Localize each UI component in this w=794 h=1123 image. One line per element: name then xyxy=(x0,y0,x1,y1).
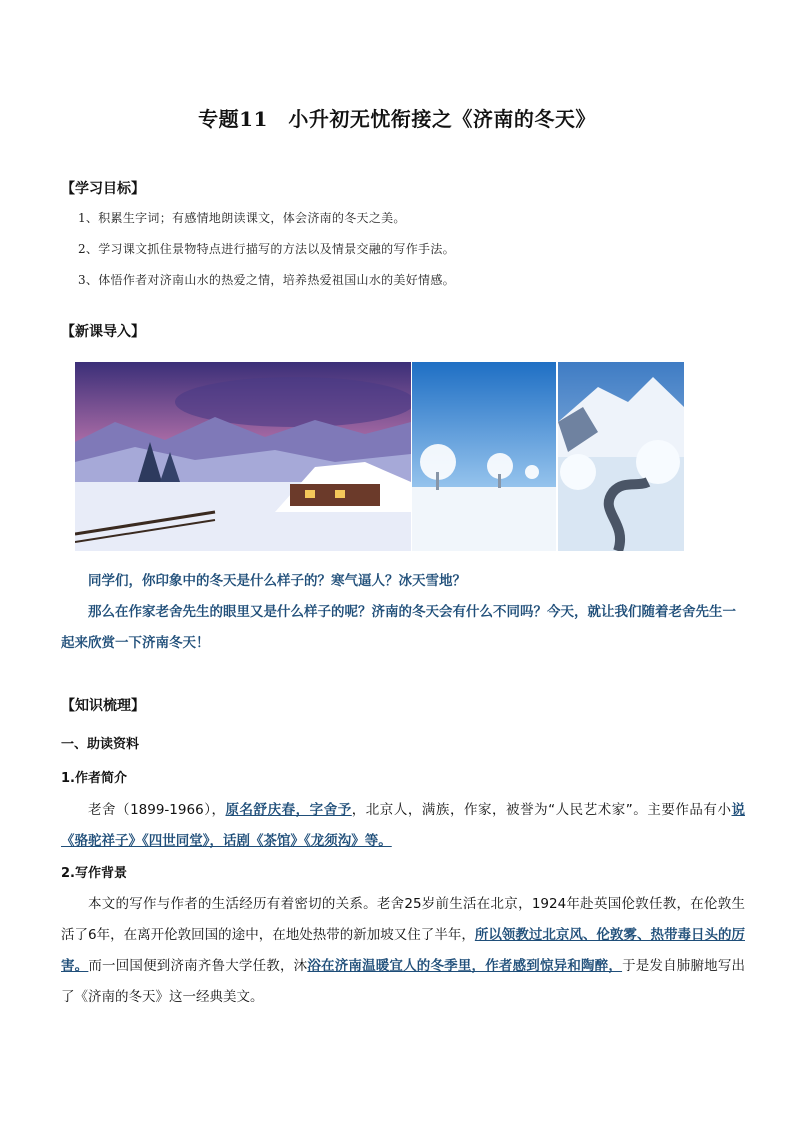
background-text-b: 而一回国便到济南齐鲁大学任教，沐 xyxy=(88,958,308,974)
author-text-a: 老舍（1899-1966）， xyxy=(88,802,226,818)
author-text-b: ，北京人，满族，作家，被誉为“人民艺术家”。主要作品有小 xyxy=(351,802,732,818)
knowledge-heading: 【知识梳理】 xyxy=(61,698,145,714)
winter-cabin-photo xyxy=(75,362,411,551)
goal-item-1: 1、积累生字词；有感情地朗读课文，体会济南的冬天之美。 xyxy=(78,211,406,225)
frosted-trees-photo xyxy=(412,362,556,551)
goals-heading: 【学习目标】 xyxy=(61,181,145,197)
intro-text xyxy=(61,566,741,659)
author-intro-heading: 1.作者简介 xyxy=(61,771,127,786)
intro-line-1: 同学们，你印象中的冬天是什么样子的？寒气逼人？冰天雪地？ xyxy=(88,573,466,589)
background-highlight-a: 所以领教过北京风、伦敦雾、热带毒日头的厉害。 xyxy=(61,927,745,974)
goal-item-3: 3、体悟作者对济南山水的热爱之情，培养热爱祖国山水的美好情感。 xyxy=(78,273,455,287)
goal-item-2: 2、学习课文抓住景物特点进行描写的方法以及情景交融的写作手法。 xyxy=(78,242,455,256)
page-title: 专题11 小升初无忧衔接之《济南的冬天》 xyxy=(198,107,596,131)
author-highlight-a: 原名舒庆春，字舍予 xyxy=(225,802,352,818)
background-highlight-b: 浴在济南温暖宜人的冬季里，作者感到惊异和陶醉， xyxy=(307,958,623,974)
background-heading: 2.写作背景 xyxy=(61,866,127,881)
mountain-road-photo xyxy=(558,362,684,551)
background-text xyxy=(61,889,745,1013)
intro-heading: 【新课导入】 xyxy=(61,324,145,340)
intro-line-2: 那么在作家老舍先生的眼里又是什么样子的呢？济南的冬天会有什么不同吗？今天，就让我们随着老舍先生一起来欣赏一下济南冬天！ xyxy=(61,604,736,651)
author-intro-text xyxy=(61,795,745,857)
section-1-heading: 一、助读资料 xyxy=(61,737,140,752)
background-text-a: 本文的写作与作者的生活经历有着密切的关系。老舍25岁前生活在北京，1924年赴英国伦敦任教，在伦敦生活了6年，在离开伦敦回国的途中，在地处热带的新加坡又住了半年， xyxy=(61,896,745,943)
author-highlight-b: 说《骆驼祥子》《四世同堂》，话剧《茶馆》《龙须沟》等。 xyxy=(61,802,745,849)
background-text-c: 于是发自肺腑地写出了《济南的冬天》这一经典美文。 xyxy=(61,958,746,1005)
